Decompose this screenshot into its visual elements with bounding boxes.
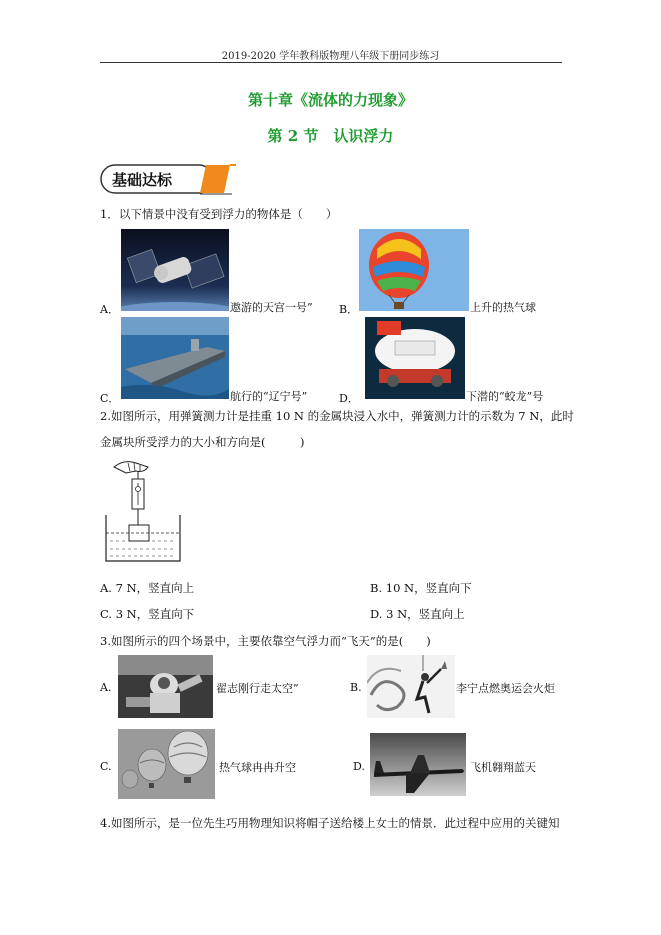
badge-label: 基础达标 xyxy=(112,171,173,189)
q1-option-a-caption: 遨游的天宫一号” xyxy=(230,301,313,314)
q2-option-b: B. 10 N，竖直向下 xyxy=(370,581,472,595)
document-header: 2019-2020 学年教科版物理八年级下册同步练习 xyxy=(221,51,440,62)
section-badge xyxy=(98,161,238,197)
hot-air-balloon-image xyxy=(359,229,469,311)
submersible-image xyxy=(365,317,465,399)
header-rule xyxy=(100,62,562,63)
q3-option-a-letter: A. xyxy=(100,681,112,694)
question-3-text: 3.如图所示的四个场景中，主要依靠空气浮力而“飞天”的是( ) xyxy=(100,634,431,648)
q3-option-b-letter: B. xyxy=(350,681,362,694)
q1-option-b-caption: 上升的热气球 xyxy=(470,301,536,314)
aircraft-carrier-image xyxy=(121,317,229,399)
q1-option-c-caption: 航行的“辽宁号” xyxy=(230,390,308,403)
chapter-title: 第十章《流体的力现象》 xyxy=(247,91,413,109)
space-station-image xyxy=(121,229,229,311)
q1-option-d-caption: 下潜的“蛟龙”号 xyxy=(466,390,544,403)
q3-option-d-caption: 飞机翱翔蓝天 xyxy=(470,761,536,774)
section-title: 第 2 节 认识浮力 xyxy=(267,127,394,145)
q3-option-b-caption: 李宁点燃奥运会火炬 xyxy=(456,682,555,695)
hot-air-balloons-gray-image xyxy=(118,729,215,799)
q2-option-d: D. 3 N，竖直向上 xyxy=(370,607,465,621)
question-2-text-line-1: 2.如图所示，用弹簧测力计是挂重 10 N 的金属块浸入水中，弹簧测力计的示数为 7 N，此时 xyxy=(100,409,574,423)
q2-option-c: C. 3 N，竖直向下 xyxy=(100,607,195,621)
question-2-text-line-2: 金属块所受浮力的大小和方向是( ) xyxy=(100,435,305,449)
q3-option-a-caption: 翟志刚行走太空” xyxy=(216,682,299,695)
q1-option-c-letter: C． xyxy=(100,392,120,405)
q3-option-c-letter: C. xyxy=(100,760,112,773)
airplane-image xyxy=(370,733,466,796)
spring-scale-diagram xyxy=(104,459,184,565)
question-4-text: 4.如图所示，是一位先生巧用物理知识将帽子送给楼上女士的情景．此过程中应用的关键知 xyxy=(100,816,560,830)
q1-option-a-letter: A． xyxy=(100,303,119,316)
q1-option-d-letter: D． xyxy=(339,392,359,405)
q1-option-b-letter: B． xyxy=(339,303,359,316)
q3-option-d-letter: D. xyxy=(353,760,365,773)
q3-option-c-caption: 热气球冉冉升空 xyxy=(219,761,296,774)
q2-option-a: A. 7 N，竖直向上 xyxy=(100,581,195,595)
question-1-text: 1．以下情景中没有受到浮力的物体是（ ） xyxy=(100,207,338,221)
spacewalk-image xyxy=(118,655,213,718)
torch-lighting-image xyxy=(367,655,455,718)
